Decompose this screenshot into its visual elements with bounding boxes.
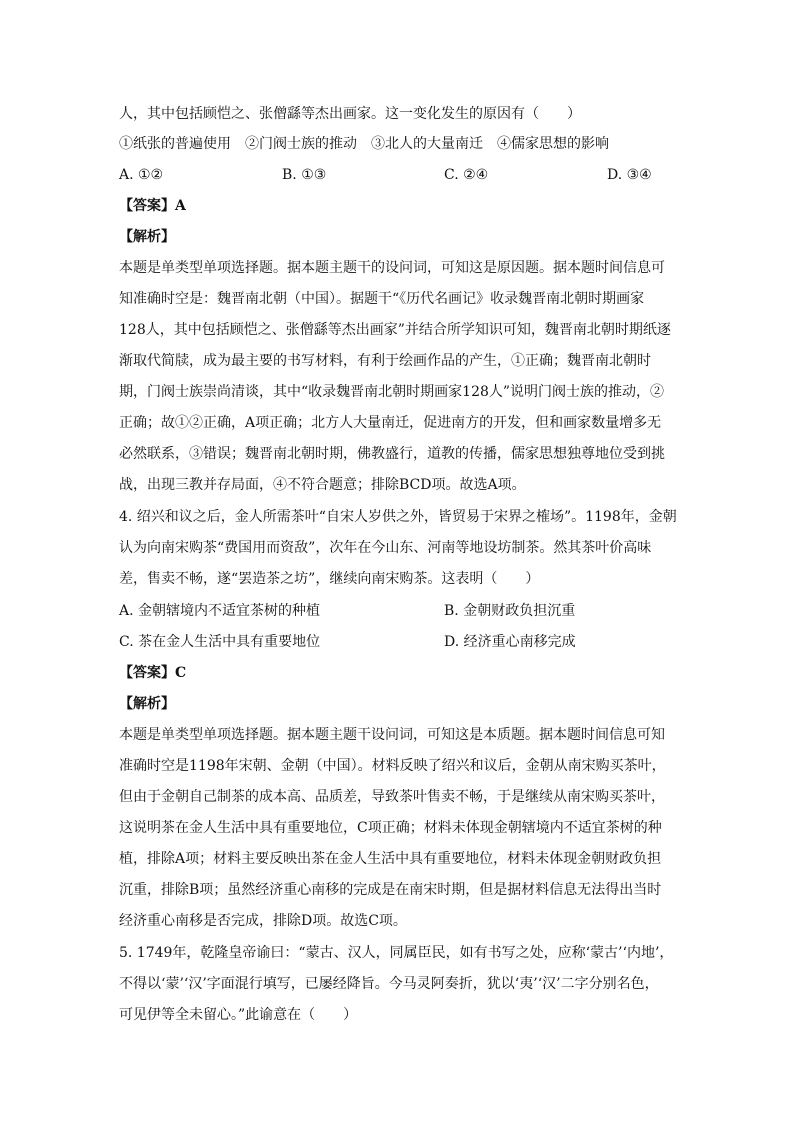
analysis-line: 正确；故①②正确，A项正确；北方人大量南迁，促进南方的开发，但和画家数量增多无 bbox=[119, 415, 662, 431]
q4-option-b: B. 金朝财政负担沉重 bbox=[444, 603, 576, 619]
analysis-line: 经济重心南移是否完成，排除D项。故选C项。 bbox=[119, 913, 407, 929]
stem-line: 4. 绍兴和议之后，金人所需茶叶“自宋人岁供之外，皆贸易于宋界之榷场”。1198年，金朝 bbox=[119, 509, 677, 525]
analysis-line: 必然联系，③错误；魏晋南北朝时期，佛教盛行，道教的传播，儒家思想独尊地位受到挑 bbox=[119, 446, 665, 462]
stem-line: 认为向南宋购茶“费国用而资敌”，次年在今山东、河南等地设坊制茶。然其茶叶价高味 bbox=[119, 540, 652, 556]
q4-analysis-label: 【解析】 bbox=[119, 696, 175, 712]
analysis-line: 战，出现三教并存局面，④不符合题意；排除BCD项。故选A项。 bbox=[119, 477, 526, 493]
analysis-line: 期，门阀士族崇尚清谈，其中“收录魏晋南北朝时期画家128人”说明门阀士族的推动，② bbox=[119, 384, 665, 400]
analysis-line: 本题是单类型单项选择题。据本题主题干的设问词，可知这是原因题。据本题时间信息可 bbox=[119, 260, 665, 276]
analysis-line: 本题是单类型单项选择题。据本题主题干设问词，可知这是本质题。据本题时间信息可知 bbox=[119, 727, 665, 743]
q3-analysis-label: 【解析】 bbox=[119, 229, 175, 245]
q3-stem-tail: 人，其中包括顾恺之、张僧繇等杰出画家。这一变化发生的原因有（ ） bbox=[119, 106, 581, 122]
stem-line: 5. 1749年，乾隆皇帝谕曰：“蒙古、汉人，同属臣民，如有书写之处，应称‘蒙古’‘内地’， bbox=[119, 945, 674, 961]
analysis-line: 植，排除A项；材料主要反映出茶在金人生活中具有重要地位，材料未体现金朝财政负担 bbox=[119, 851, 662, 867]
q3-answer: 【答案】A bbox=[119, 198, 186, 214]
analysis-line: 渐取代简牍，成为最主要的书写材料，有利于绘画作品的产生，①正确；魏晋南北朝时 bbox=[119, 353, 651, 369]
analysis-line: 但由于金朝自己制茶的成本高、品质差，导致茶叶售卖不畅，于是继续从南宋购买茶叶， bbox=[119, 789, 665, 805]
q4-option-c: C. 茶在金人生活中具有重要地位 bbox=[119, 634, 321, 650]
q4-option-a: A. 金朝辖境内不适宜茶树的种植 bbox=[119, 603, 321, 619]
analysis-line: 128人，其中包括顾恺之、张僧繇等杰出画家”并结合所学知识可知，魏晋南北朝时期纸逐 bbox=[119, 322, 671, 338]
analysis-line: 沉重，排除B项；虽然经济重心南移的完成是在南宋时期，但是据材料信息无法得出当时 bbox=[119, 882, 662, 898]
stem-line: 不得以‘蒙’‘汉’字面混行填写，已屡经降旨。今马灵阿奏折，犹以‘夷’‘汉’二字分别名色， bbox=[119, 976, 659, 992]
stem-line: 可见伊等全未留心。”此谕意在（ ） bbox=[119, 1007, 358, 1023]
q3-items: ①纸张的普遍使用 ②门阀士族的推动 ③北人的大量南迁 ④儒家思想的影响 bbox=[119, 136, 609, 152]
analysis-line: 准确时空是1198年宋朝、金朝（中国）。材料反映了绍兴和议后，金朝从南宋购买茶叶， bbox=[119, 758, 666, 774]
analysis-line: 这说明茶在金人生活中具有重要地位，C项正确；材料未体现金朝辖境内不适宜茶树的种 bbox=[119, 820, 662, 836]
q3-option-b: B. ①③ bbox=[282, 167, 327, 183]
stem-line: 差，售卖不畅，遂“罢造茶之坊”，继续向南宋购茶。这表明（ ） bbox=[119, 571, 540, 587]
q3-option-d: D. ③④ bbox=[607, 167, 652, 183]
analysis-line: 知准确时空是：魏晋南北朝（中国）。据题干“《历代名画记》收录魏晋南北朝时期画家 bbox=[119, 291, 645, 307]
q3-option-a: A. ①② bbox=[119, 167, 164, 183]
q3-option-c: C. ②④ bbox=[444, 167, 489, 183]
q4-answer: 【答案】C bbox=[119, 665, 187, 681]
q4-option-d: D. 经济重心南移完成 bbox=[444, 634, 576, 650]
